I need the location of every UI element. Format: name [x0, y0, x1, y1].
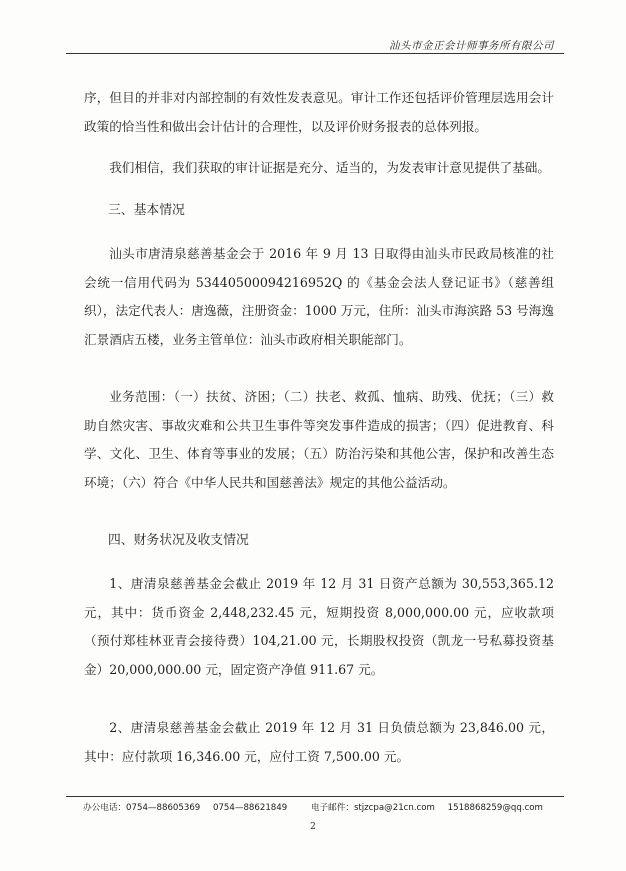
footer-email-1: stjzcpa@21cn.com — [353, 803, 435, 813]
section-heading-financial-status: 四、财务状况及收支情况 — [108, 533, 249, 548]
paragraph-business-scope: 业务范围：（一）扶贫、济困；（二）扶老、救孤、恤病、助残、优抚；（三）救助自然灾害、事故灾难和公共卫生事件等突发事件造成的损害；（四）促进教育、科学、文化、卫生、体育等事业的发展；（五）防治污染和其他公害，保护和改善生态环境；（六）符合《中华人民共和国慈善法》规定的其他公益活动。 — [84, 389, 554, 490]
footer-phone-label: 办公电话： — [83, 803, 127, 813]
paragraph-audit-evidence: 我们相信，我们获取的审计证据是充分、适当的，为发表审计意见提供了基础。 — [109, 160, 550, 175]
page-number: 2 — [310, 822, 316, 832]
footer-email-2: 1518868259@qq.com — [447, 803, 543, 813]
paragraph-audit-scope: 序，但目的并非对内部控制的有效性发表意见。审计工作还包括评价管理层选用会计政策的恰当性和做出会计估计的合理性，以及评价财务报表的总体列报。 — [84, 90, 554, 134]
footer-phone-2: 0754—88621849 — [213, 803, 288, 813]
paragraph-basic-info: 汕头市唐清泉慈善基金会于 2016 年 9 月 13 日取得由汕头市民政局核准的社会统一信用代码为 53440500094216952Q 的《基金会法人登记证书》（慈善组织），法定代表人：唐逸薇，注册资金：1000 万元，住所：汕头市海滨路 53 号海逸汇景酒店五楼，业务主管单位：汕头市政府相关职能部门。 — [84, 246, 554, 347]
paragraph-total-assets: 1、唐清泉慈善基金会截止 2019 年 12 月 31 日资产总额为 30,553,365.12 元，其中：货币资金 2,448,232.45 元，短期投资 8,000,000.00 元，应收款项（预付郑桂林亚青会接待费）104,21.00 元，长期股权投资（凯龙一号私募投资基金）20,000,000.00 元，固定资产净值 911.67 元。 — [84, 576, 554, 677]
footer-phone-1: 0754—88605369 — [126, 803, 201, 813]
footer-contact — [0, 801, 626, 813]
header-divider — [66, 53, 564, 54]
footer-email-label: 电子邮件： — [310, 803, 354, 813]
paragraph-total-liabilities: 2、唐清泉慈善基金会截止 2019 年 12 月 31 日负债总额为 23,846.00 元，其中：应付款项 16,346.00 元，应付工资 7,500.00 元。 — [84, 720, 554, 764]
section-heading-basic-info: 三、基本情况 — [108, 203, 185, 218]
header-firm-name: 汕头市金正会计师事务所有限公司 — [389, 40, 554, 52]
footer-divider — [66, 796, 564, 797]
